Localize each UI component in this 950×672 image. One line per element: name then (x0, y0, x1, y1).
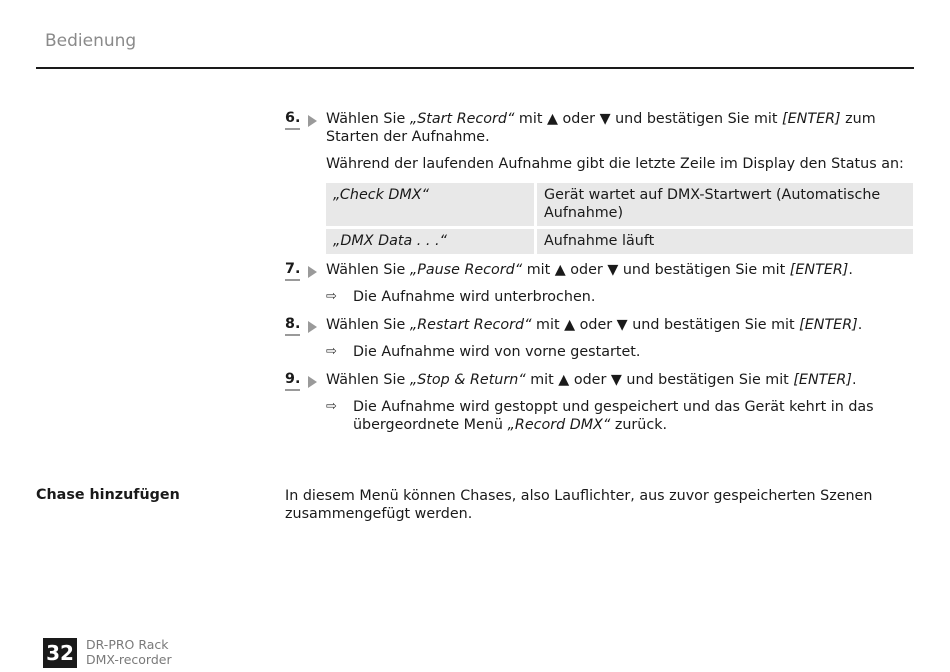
step-number-8: 8. (285, 315, 319, 336)
section-text: In diesem Menü können Chases, also Lauflichter, aus zuvor gespeicherten Szenen zusammengefügt werden. (285, 488, 873, 522)
enter-key: [ENTER] (782, 111, 841, 127)
status-code: „DMX Data . . .“ (326, 229, 537, 254)
arrow-right-outline-icon: ⇨ (326, 399, 337, 414)
triangle-right-icon (308, 376, 317, 388)
step-9: 9. Wählen Sie „Stop & Return“ mit ▲ oder ▼ und bestätigen Sie mit [ENTER]. (285, 371, 913, 389)
page-header-title: Bedienung (45, 31, 137, 51)
step-9-result: ⇨ Die Aufnahme wird gestoppt und gespeichert und das Gerät kehrt in das übergeordnete Menü „Record DMX“ zurück. (326, 399, 874, 433)
menu-item-name: „Pause Record“ (409, 262, 523, 278)
status-description: Gerät wartet auf DMX-Startwert (Automatische Aufnahme) (537, 183, 913, 226)
table-row (326, 183, 913, 226)
footer-product-line-1: DR-PRO Rack (86, 637, 169, 652)
triangle-right-icon (308, 266, 317, 278)
step-8: 8. Wählen Sie „Restart Record“ mit ▲ oder ▼ und bestätigen Sie mit [ENTER]. (285, 316, 913, 334)
triangle-right-icon (308, 115, 317, 127)
enter-key: [ENTER] (793, 372, 852, 388)
step-number-7: 7. (285, 260, 319, 281)
step-number-9: 9. (285, 370, 319, 391)
status-table (326, 180, 913, 257)
step-8-result: ⇨ Die Aufnahme wird von vorne gestartet. (326, 344, 641, 360)
menu-item-name: „Stop & Return“ (409, 372, 526, 388)
page-number: 32 (43, 638, 77, 668)
status-intro: Während der laufenden Aufnahme gibt die letzte Zeile im Display den Status an: (326, 156, 904, 172)
step-number-6: 6. (285, 109, 319, 130)
section-heading: Chase hinzufügen (36, 487, 180, 503)
step-7-result: ⇨ Die Aufnahme wird unterbrochen. (326, 289, 596, 305)
footer-product-line-2: DMX-recorder (86, 652, 172, 667)
menu-item-name: „Record DMX“ (507, 417, 611, 433)
header-divider (36, 67, 914, 69)
footer-product (86, 637, 172, 667)
enter-key: [ENTER] (799, 317, 858, 333)
enter-key: [ENTER] (789, 262, 849, 278)
arrow-right-outline-icon: ⇨ (326, 289, 337, 304)
triangle-right-icon (308, 321, 317, 333)
status-code: „Check DMX“ (326, 183, 537, 226)
table-row (326, 229, 913, 254)
main-content (285, 110, 913, 444)
arrow-right-outline-icon: ⇨ (326, 344, 337, 359)
status-description: Aufnahme läuft (537, 229, 913, 254)
step-7: 7. Wählen Sie „Pause Record“ mit ▲ oder ▼ und bestätigen Sie mit [ENTER]. (285, 261, 913, 279)
step-6: 6. Wählen Sie „Start Record“ mit ▲ oder ▼ und bestätigen Sie mit [ENTER] zum Starten der Aufnahme. (285, 110, 876, 145)
menu-item-name: „Start Record“ (409, 111, 515, 127)
menu-item-name: „Restart Record“ (409, 317, 532, 333)
